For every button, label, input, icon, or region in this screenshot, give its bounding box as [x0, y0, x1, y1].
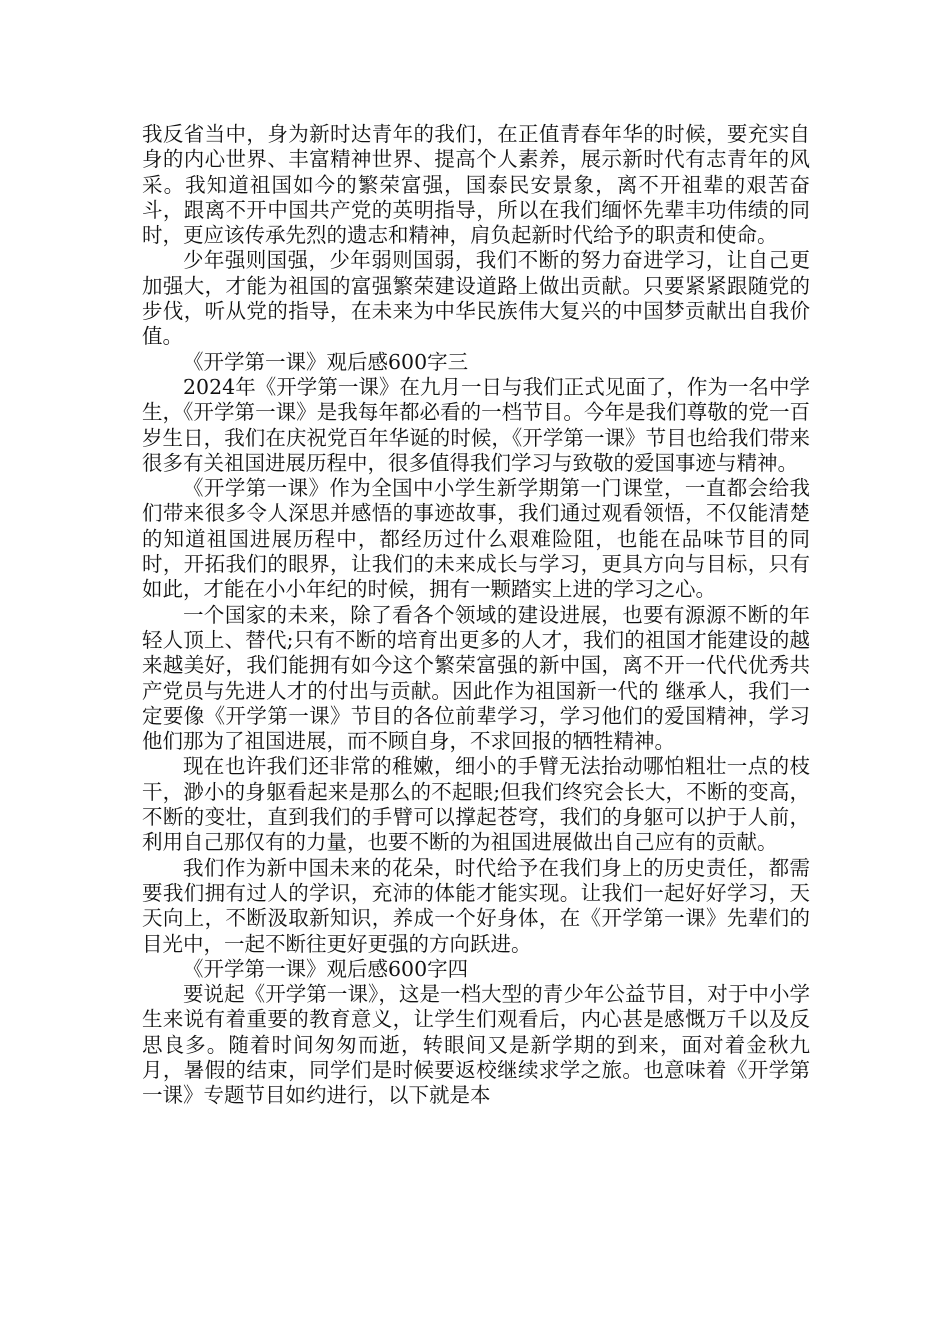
paragraph-4: 《开学第一课》作为全国中小学生新学期第一门课堂，一直都会给我们带来很多令人深思并感悟的事迹故事，我们通过观看领悟，不仅能清楚的知道祖国进展历程中，都经历过什么艰难险阻，也能在品味节目的同时，开拓我们的眼界，让我们的未来成长与学习，更具方向与目标，只有如此，才能在小小年纪的时候，拥有一颗踏实上进的学习之心。: [142, 476, 810, 602]
paragraph-6: 现在也许我们还非常的稚嫩，细小的手臂无法抬动哪怕粗壮一点的枝干，渺小的身躯看起来是那么的不起眼;但我们终究会长大，不断的变高，不断的变壮，直到我们的手臂可以撑起苍穹，我们的身躯可以护于人前，利用自己那仅有的力量，也要不断的为祖国进展做出自己应有的贡献。: [142, 754, 810, 855]
paragraph-3: 2024年《开学第一课》在九月一日与我们正式见面了，作为一名中学生，《开学第一课》是我每年都必看的一档节目。今年是我们尊敬的党一百岁生日，我们在庆祝党百年华诞的时候，《开学第一课》节目也给我们带来很多有关祖国进展历程中，很多值得我们学习与致敬的爱国事迹与精神。: [142, 374, 810, 475]
paragraph-7: 我们作为新中国未来的花朵，时代给予在我们身上的历史责任，都需要我们拥有过人的学识，充沛的体能才能实现。让我们一起好好学习，天天向上，不断汲取新知识，养成一个好身体，在《开学第一课》先辈们的目光中，一起不断往更好更强的方向跃进。: [142, 855, 810, 956]
section-heading-4: 《开学第一课》观后感600字四: [183, 956, 469, 981]
paragraph-2: 少年强则国强，少年弱则国弱，我们不断的努力奋进学习，让自己更加强大，才能为祖国的富强繁荣建设道路上做出贡献。只要紧紧跟随党的步伐，听从党的指导，在未来为中华民族伟大复兴的中国梦贡献出自我价值。: [142, 248, 810, 349]
paragraph-5: 一个国家的未来，除了看各个领域的建设进展，也要有源源不断的年轻人顶上、替代;只有不断的培育出更多的人才，我们的祖国才能建设的越来越美好，我们能拥有如今这个繁荣富强的新中国，离不开一代代优秀共产党员与先进人才的付出与贡献。因此作为祖国新一代的 继承人，我们一定要像《开学第一课》节目的各位前辈学习，学习他们的爱国精神，学习他们那为了祖国进展，而不顾自身，不求回报的牺牲精神。: [142, 602, 810, 754]
section-heading-3: 《开学第一课》观后感600字三: [183, 349, 469, 374]
paragraph-1: 我反省当中，身为新时达青年的我们，在正值青春年华的时候，要充实自身的内心世界、丰富精神世界、提高个人素养，展示新时代有志青年的风采。我知道祖国如今的繁荣富强，国泰民安景象，离不开祖辈的艰苦奋斗，跟离不开中国共产党的英明指导，所以在我们缅怀先辈丰功伟绩的同时，更应该传承先烈的遗志和精神，肩负起新时代给予的职责和使命。: [142, 122, 810, 248]
paragraph-8: 要说起《开学第一课》，这是一档大型的青少年公益节目，对于中小学生来说有着重要的教育意义，让学生们观看后，内心甚是感慨万千以及反思良多。随着时间匆匆而逝，转眼间又是新学期的到来，面对着金秋九月，暑假的结束，同学们是时候要返校继续求学之旅。也意味着《开学第一课》专题节目如约进行，以下就是本: [142, 982, 810, 1108]
document-page: [142, 122, 810, 1109]
